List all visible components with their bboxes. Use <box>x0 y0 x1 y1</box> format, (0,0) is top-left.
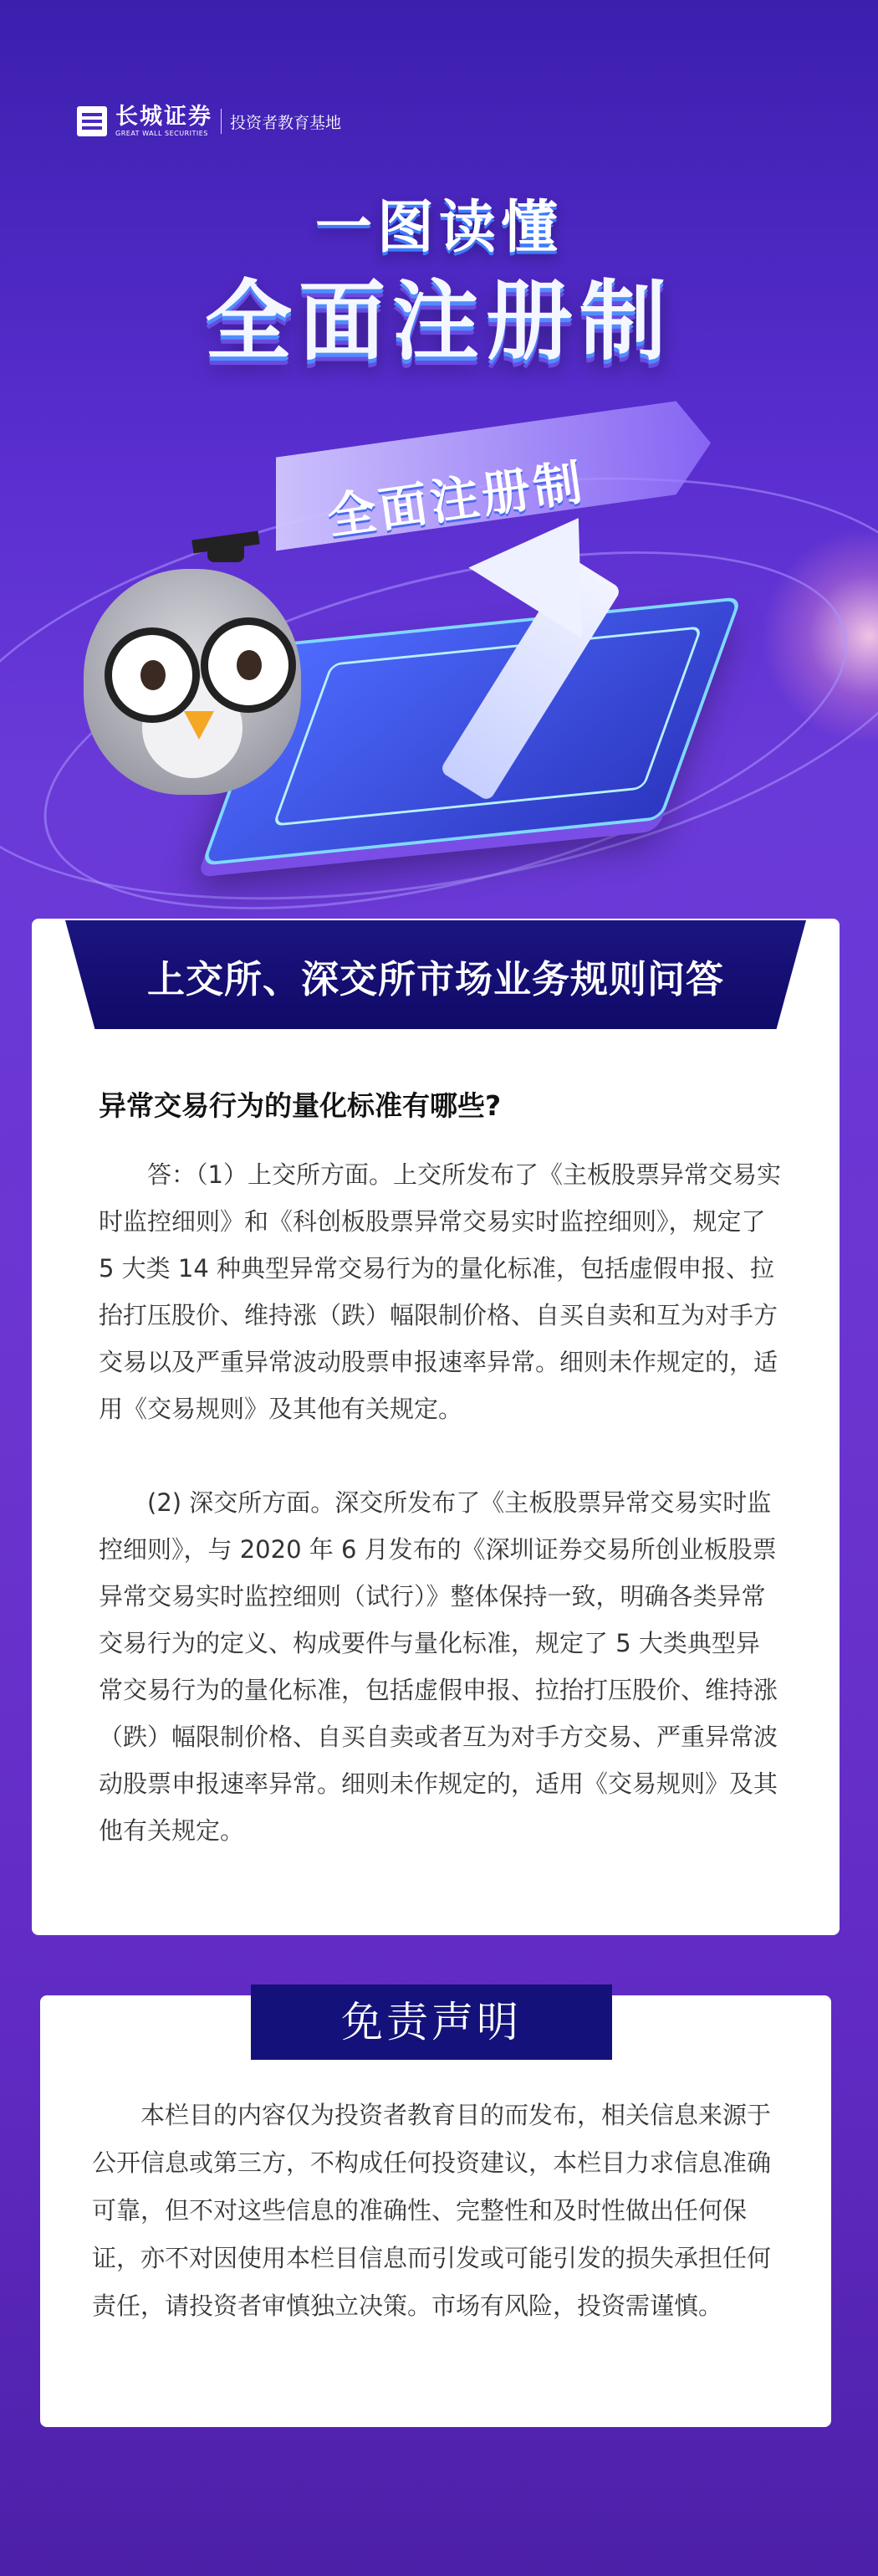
answer-paragraph-2 <box>99 1479 781 1854</box>
brand-name-cn: 长城证券 <box>115 104 212 130</box>
question-heading: 异常交易行为的量化标准有哪些? <box>99 1089 502 1122</box>
brand-name <box>115 105 212 137</box>
owl-eye <box>105 627 200 723</box>
page-title-line2: 全面注册制 <box>204 270 673 372</box>
owl-beak <box>184 711 214 740</box>
section-title: 上交所、深交所市场业务规则问答 <box>146 957 724 1001</box>
answer-paragraph-1 <box>99 1151 781 1432</box>
banner-text: 全面注册制 <box>324 453 589 546</box>
page-title-line1: 一图读懂 <box>314 195 563 261</box>
disclaimer-title: 免责声明 <box>251 1984 612 2060</box>
owl-eye <box>201 617 296 713</box>
hero-illustration <box>0 393 878 929</box>
brand-tagline: 投资者教育基地 <box>230 113 342 132</box>
answer-text: 答：（1）上交所方面。上交所发布了《主板股票异常交易实时监控细则》和《科创板股票异常交易实时监控细则》，规定了 5 大类 14 种典型异常交易行为的量化标准，包括虚假申报、拉抬打压股价、维持涨（跌）幅限制价格、自买自卖和互为对手方交易以及严重异常波动股票申报速率异常。细则未作规定的，适用《交易规则》及其他有关规定。 <box>99 1160 781 1423</box>
owl-mascot <box>67 519 318 795</box>
logo-divider <box>221 109 222 134</box>
disclaimer-text: 本栏目的内容仅为投资者教育目的而发布，相关信息来源于公开信息或第三方，不构成任何投资建议，本栏目力求信息准确可靠，但不对这些信息的准确性、完整性和及时性做出任何保证，亦不对因使用本栏目信息而引发或可能引发的损失承担任何责任，请投资者审慎独立决策。市场有风险，投资需谨慎。 <box>92 2101 772 2320</box>
great-wall-logo-icon <box>77 106 107 136</box>
brand-logo <box>77 105 341 137</box>
qa-card-header <box>32 920 840 1029</box>
brand-name-en: GREAT WALL SECURITIES <box>115 130 208 137</box>
answer-text: (2) 深交所方面。深交所发布了《主板股票异常交易实时监控细则》，与 2020 年 6 月发布的《深圳证券交易所创业板股票异常交易实时监控细则（试行）》整体保持一致，明确各类异常交易行为的定义、构成要件与量化标准，规定了 5 大类典型异常交易行为的量化标准，包括虚假申报、拉抬打压股价、维持涨（跌）幅限制价格、自买自卖或者互为对手方交易、严重异常波动股票申报速率异常。细则未作规定的，适用《交易规则》及其他有关规定。 <box>99 1488 778 1845</box>
graduation-cap-top <box>207 540 244 562</box>
